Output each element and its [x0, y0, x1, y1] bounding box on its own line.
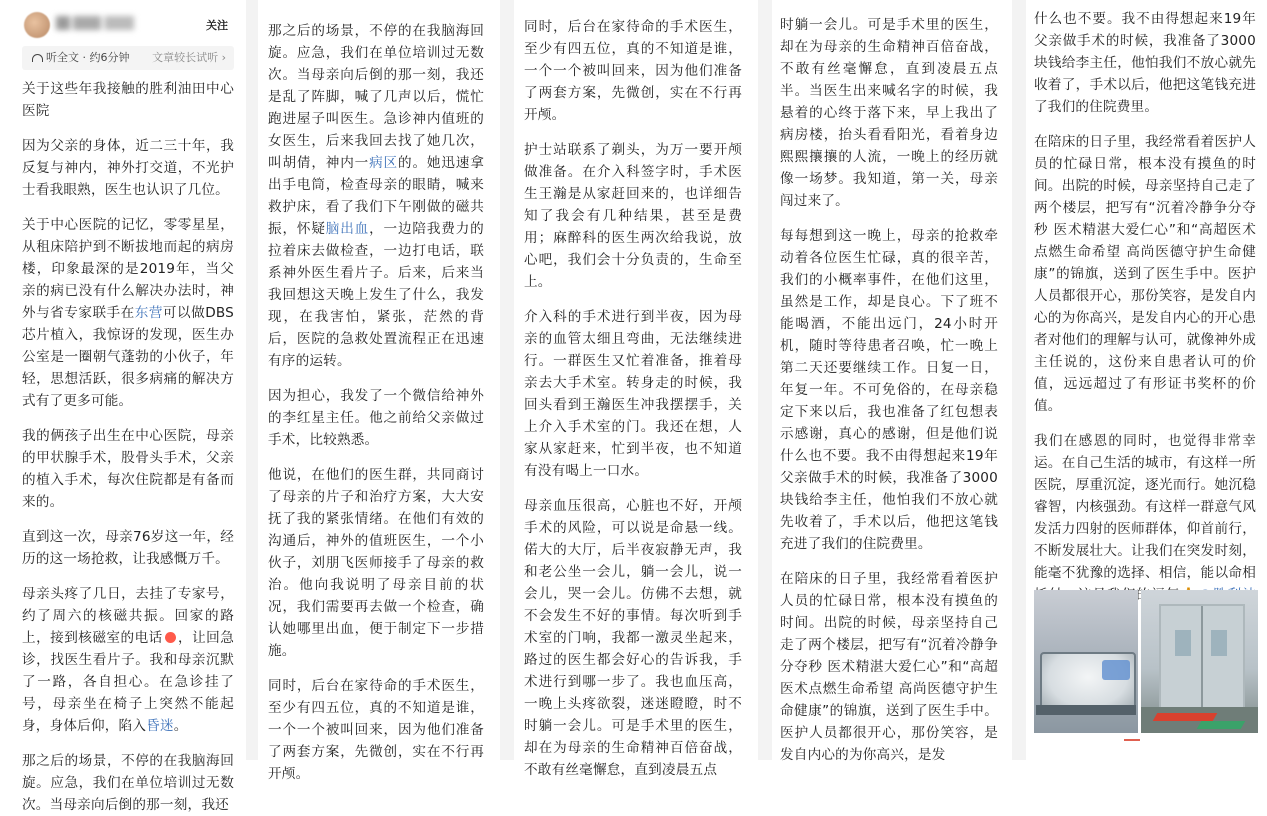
hospital-bed-photo[interactable]: [1034, 590, 1138, 733]
link-cerebral-hemorrhage[interactable]: 脑出血: [325, 221, 370, 237]
paragraph: 我们在感恩的同时，也觉得非常幸运。在自己生活的城市，有这样一所医院，厚重沉淀，逐光而行。她沉稳睿智，内核强劲。有这样一群意气风发活力四射的医师群体，仰首前行，不断发展壮大。让我们在突发时刻，能毫不犹豫的选择、相信，能以命相: [1034, 430, 1256, 628]
listen-bar[interactable]: [22, 46, 234, 70]
image-indicator: [1124, 739, 1140, 741]
paragraph: 护士站联系了剃头，为万一要开颅做准备。在介入科签字时，手术医生王瀚是从家赶回来的，也详细告知了我会有几种结果，甚至是费用；麻醉科的医生两次给我说，放心吧，我们会十分负责的，生命至上。: [524, 142, 742, 290]
follow-button[interactable]: 关注: [206, 19, 228, 32]
photo-grid: [1034, 590, 1258, 733]
paragraph: 在陪床的日子里，我经常看着医护人员的忙碌日常，根本没有摸鱼的时间。出院的时候，母亲坚持自己走了两个楼层，把写有“沉着冷静争分夺秒 医术精湛大爱仁心”和“高超医术点燃生命希望 高尚医德守护生命健康”的锦旗，送到了医生手中。医护人员都很开心，那份笑容，是发自内心的为你高兴，是发自内心的开心患者对他们的理解与认可，就像神外成主任说的，这份来自患者认可的价值，远远超过了有形证书奖杯的价值。: [1034, 134, 1256, 414]
column-1: [22, 0, 235, 813]
article-title: 关于这些年我接触的胜利油田中心医院: [22, 81, 234, 119]
column-4: [780, 0, 998, 763]
paragraph: 什么也不要。我不由得想起来19年父亲做手术的时候，我准备了3000块钱给李主任，他怕我们不放心就先收着了，手术以后，他把这笔钱充进了我们的住院费里。: [1034, 11, 1256, 115]
author-avatar[interactable]: [24, 12, 50, 38]
link-ward[interactable]: 病区: [369, 155, 398, 171]
trial-listen-link[interactable]: 文章较长试听 ›: [152, 51, 226, 64]
paragraph: 因为父亲的身体，近二三十年，我反复与神内，神外打交道，不光护士看我眼熟，医生也认识了几位。: [22, 138, 234, 198]
paragraph: 关于中心医院的记忆，零零星星，从租床陪护到不断拔地而起的病房楼，印象最深的是2019年，当父亲的病已没有什么解决办法时，神外与省专家联手在东营可以做DBS芯片植入，我惊讶的发现，医生办公室是一圈朝气蓬勃的小伙子，年轻，思想活跃，很多病痛的解决方式有了更多可能。: [22, 217, 234, 409]
paragraph: 同时，后台在家待命的手术医生，至少有四五位，真的不知道是谁，一个一个被叫回来，因为他们准备了两套方案，先微创，实在不行再开颅。: [268, 678, 484, 782]
headphones-icon: [32, 54, 43, 62]
author-header: [22, 0, 234, 46]
link-coma[interactable]: 昏迷: [146, 718, 174, 734]
paragraph: 介入科的手术进行到半夜，因为母亲的血管太细且弯曲，无法继续进行。一群医生又忙着准备，推着母亲去大手术室。转身走的时候，我回头看到王瀚医生冲我摆摆手，关上介入手术室的门。我还在想，人家从家赶来，忙到半夜，也不知道有没有喝上一口水。: [524, 309, 742, 479]
paragraph: 直到这一次，母亲76岁这一年，经历的这一场抢救，让我感慨万千。: [22, 529, 234, 567]
paragraph: 我的俩孩子出生在中心医院，母亲的甲状腺手术，股骨头手术，父亲的植入手术，每次住院都是有备而来的。: [22, 428, 234, 510]
paragraph: 那之后的场景，不停的在我脑海回旋。应急，我们在单位培训过无数次。当母亲向后倒的那一刻，我还是乱了阵脚，喊了几声以后，慌忙跑进屋子叫医生。急诊神内值班的女医生，后来我回去找了她几次，叫胡倩，神内一病区的。她迅速拿出手电筒，检查母亲的眼睛，喊来救护床，看了我们下午刚做的磁共振，怀疑脑出血，一边陪我费力的拉着床去做检查，一边打电话，联系神外医生看片子。后来，后来当我回想这天晚上发生了什么，我发现，在我害怕，紧张，茫然的背后，医院的急救处置流程正在迅速有序的运转。: [268, 23, 485, 369]
emoji-icon: [165, 632, 176, 643]
operating-room-door-photo[interactable]: [1141, 590, 1258, 733]
paragraph: 母亲头疼了几日，去挂了专家号，约了周六的核磁共振。回家的路上，接到核磁室的电话 ，让回急诊，找医生看片子。我和母亲沉默了一路，各自担心。在急诊挂了号，母亲坐在椅子上突然不能起身，身体后仰，陷入昏迷。: [22, 586, 235, 734]
paragraph: 母亲血压很高，心脏也不好，开颅手术的风险，可以说是命悬一线。偌大的大厅，后半夜寂静无声，我和老公坐一会儿，躺一会儿，说一会儿，哭一会儿。仿佛不去想，就不会发生不好的事情。每次听到手术室的门响，我都一激灵坐起来，路过的医生都会好心的告诉我，手术进行到哪一步了。我也血压高，一晚上头疼欲裂，迷迷瞪瞪，时不时躺一会儿。可是手术里的医生，却在为母亲的生命精神百倍奋战，不敢有丝毫懈怠，直到凌晨五点: [524, 498, 742, 778]
paragraph: 在陪床的日子里，我经常看着医护人员的忙碌日常，根本没有摸鱼的时间。出院的时候，母亲坚持自己走了两个楼层，把写有“沉着冷静争分夺秒 医术精湛大爱仁心”和“高超医术点燃生命希望 高尚医德守护生命健康”的锦旗，送到了医生手中。医护人员都很开心，那份笑容，是发自内心的为你高兴，是发: [780, 571, 998, 763]
paragraph: 同时，后台在家待命的手术医生，至少有四五位，真的不知道是谁，一个一个被叫回来，因为他们准备了两套方案，先微创，实在不行再开颅。: [524, 19, 742, 123]
column-3: [524, 0, 742, 778]
column-2: [268, 0, 485, 782]
paragraph: 每每想到这一晚上，母亲的抢救牵动着各位医生忙碌，真的很辛苦，我们的小概率事件，在他们这里，虽然是工作，却是良心。下了班不能喝酒，不能出远门，24小时开机，随时等待患者召唤，忙一晚上第二天还要继续工作。日复一日，年复一年。不可免俗的，在母亲稳定下来以后，我也准备了红包想表示感谢，真心的感谢，但是他们说什么也不要。我不由得想起来19年父亲做手术的时候，我准备了3000块钱给李主任，他怕我们不放心就先收着了，手术以后，他把这笔钱充进了我们的住院费里。: [780, 228, 998, 552]
author-name[interactable]: [56, 14, 136, 32]
paragraph: 时躺一会儿。可是手术里的医生，却在为母亲的生命精神百倍奋战，不敢有丝毫懈怠，直到凌晨五点半。当医生出来喊名字的时候，我悬着的心终于落下来，早上我出了病房楼，抬头看看阳光，看着身边熙熙攘攘的人流，一晚上的经历就像一场梦。我知道，第一关，母亲闯过来了。: [780, 17, 998, 209]
paragraph: 因为担心，我发了一个微信给神外的李红星主任。他之前给父亲做过手术，比较熟悉。: [268, 388, 484, 448]
link-dongying[interactable]: 东营: [134, 305, 163, 321]
paragraph: 他说，在他们的医生群，共同商讨了母亲的片子和治疗方案，大大安抚了我的紧张情绪。在他们有效的沟通后，神外的值班医生，一个小伙子，刘朋飞医师接手了母亲的救治。他向我说明了母亲目前的状况，我们需要再去做一个检查，确认她哪里出血，便于制定下一步措施。: [268, 467, 484, 659]
listen-label: 听全文 · 约6分钟: [46, 51, 130, 64]
column-5: [1034, 0, 1256, 590]
paragraph: 那之后的场景，不停的在我脑海回旋。应急，我们在单位培训过无数次。当母亲向后倒的那一刻，我还: [22, 753, 234, 813]
